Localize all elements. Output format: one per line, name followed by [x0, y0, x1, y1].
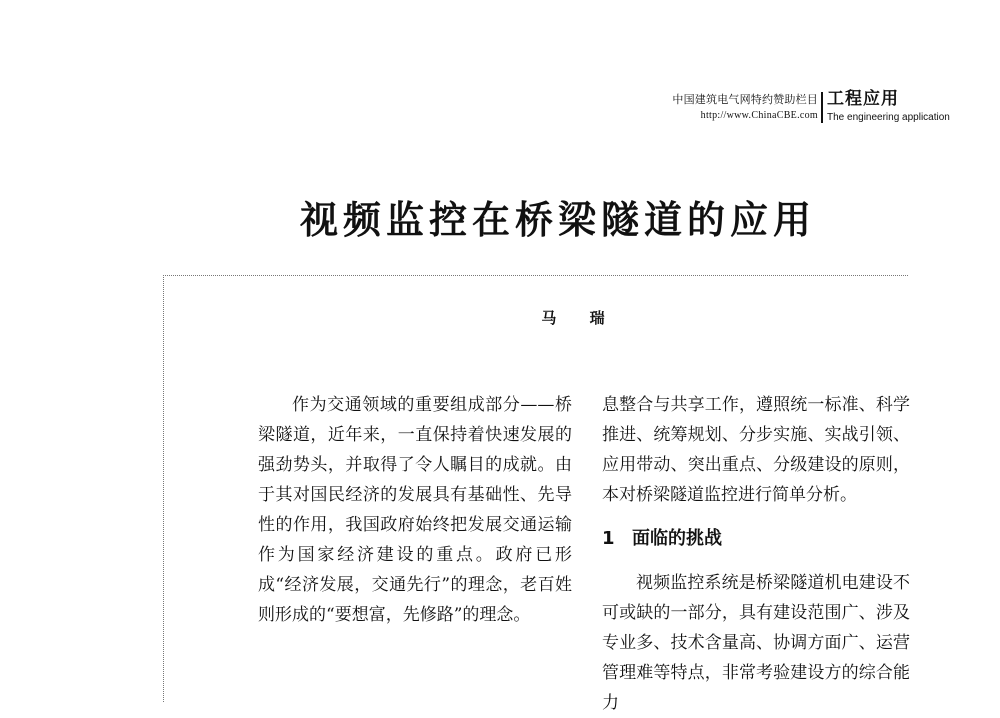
body-paragraph	[602, 568, 910, 718]
text-line: 合能力	[602, 663, 911, 713]
text-line: 息整合与共享工作，遵照统一标准、科学	[602, 395, 910, 415]
body-paragraph	[258, 390, 572, 630]
sponsor-line: 中国建筑电气网特约赞助栏目	[672, 93, 818, 106]
text-line: 先导性的作用，我国政府始终把发展交	[258, 485, 573, 535]
text-line: 对桥梁隧道监控进行简单分析。	[619, 485, 857, 505]
header-divider	[821, 92, 823, 123]
body-paragraph	[602, 390, 910, 510]
text-line: 的强劲势头，并取得了令人瞩目的成就。	[258, 425, 572, 475]
left-column	[258, 390, 572, 630]
text-line: 营管理难等特点，非常考验建设方的综	[602, 633, 910, 683]
text-line: 由于其对国民经济的发展具有基础性、	[258, 455, 572, 505]
text-line: 桥梁隧道，近年来，一直保持着快速发展	[258, 395, 573, 445]
frame-top-rule	[163, 275, 908, 276]
right-column	[602, 390, 910, 718]
text-line: 的理念。	[462, 605, 531, 625]
section-title: 面临的挑战	[632, 528, 722, 549]
author-name: 马 瑞	[541, 309, 619, 327]
text-line: 不可或缺的一部分，具有建设范围广、涉	[602, 573, 910, 623]
website-url: http://www.ChinaCBE.com	[700, 110, 818, 121]
text-line: 推进、统筹规划、分步实施、实战引领、应	[602, 425, 910, 475]
text-line: 视频监控系统是桥梁隧道机电建设	[636, 573, 893, 593]
article-title: 视频监控在桥梁隧道的应用	[300, 198, 817, 242]
journal-header-sponsor	[640, 92, 818, 124]
journal-header-category	[827, 89, 950, 125]
text-line: 作为交通领域的重要组成部分——	[292, 395, 555, 415]
text-line: 念，老百姓则形成的“要想富，先修路”	[258, 575, 573, 625]
section-heading	[602, 524, 910, 554]
category-label: 工程应用	[827, 89, 899, 109]
text-line: 用带动、突出重点、分级建设的原则，本	[602, 455, 911, 505]
category-label-en: The engineering application	[827, 112, 950, 123]
text-line: 府已形成“经济发展，交通先行”的理	[258, 545, 573, 595]
frame-left-rule	[163, 275, 164, 702]
text-line: 及专业多、技术含量高、协调方面广、运	[602, 603, 910, 653]
text-line: 通运输作为国家经济建设的重点。政	[258, 515, 573, 565]
section-number: 1	[602, 528, 615, 549]
